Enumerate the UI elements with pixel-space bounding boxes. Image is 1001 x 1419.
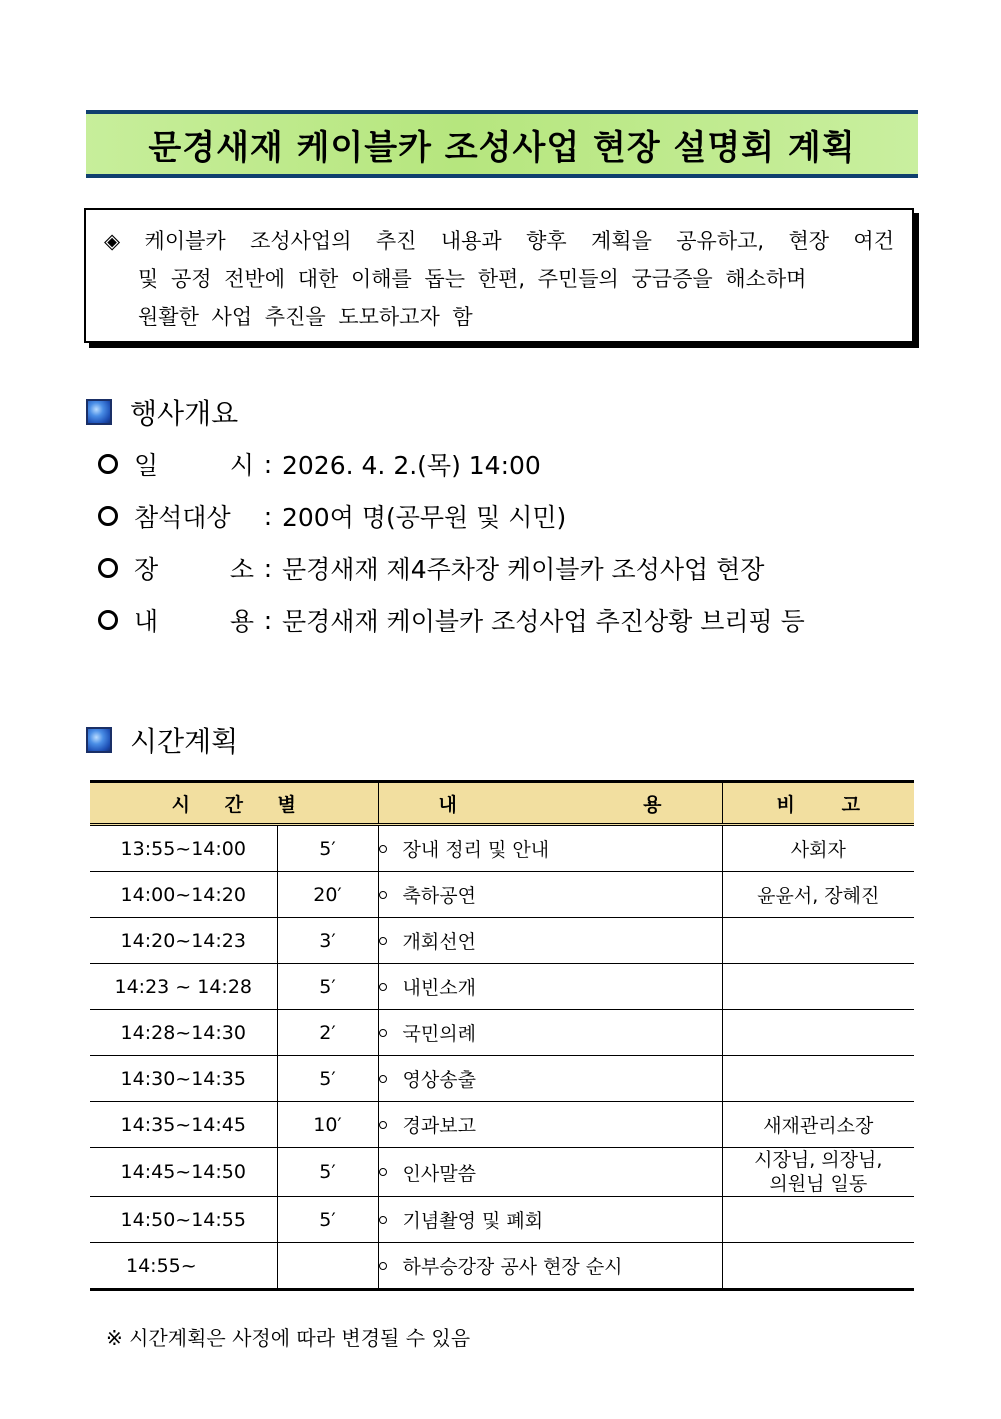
overview-item-date	[98, 446, 541, 482]
row-note	[722, 918, 914, 964]
row-time: 14:28~14:30	[90, 1010, 277, 1056]
row-note-line: 의원님 일동	[769, 1173, 868, 1195]
table-row	[90, 1102, 914, 1148]
row-content-text: 기념촬영 및 폐회	[402, 1210, 544, 1232]
overview-colon: :	[263, 553, 273, 583]
summary-word: 향후	[526, 229, 567, 253]
row-content-text: 영상송출	[402, 1069, 476, 1091]
table-row	[90, 964, 914, 1010]
diamond-bullet-icon: ◈	[104, 229, 121, 253]
table-row	[90, 1010, 914, 1056]
summary-word: 추진	[375, 229, 417, 253]
table-row	[90, 1243, 914, 1290]
small-circle-icon	[379, 1029, 387, 1037]
row-duration	[277, 1243, 378, 1290]
overview-colon: :	[263, 501, 273, 531]
overview-label-char: 장	[134, 555, 159, 584]
row-content-text: 개회선언	[402, 931, 476, 953]
row-time: 14:35~14:45	[90, 1102, 277, 1148]
summary-line-1	[104, 222, 894, 260]
schedule-section-header	[86, 720, 238, 760]
overview-value: 문경새재 케이블카 조성사업 추진상황 브리핑 등	[282, 607, 805, 636]
summary-word: 계획을	[591, 229, 652, 253]
overview-value: 200여 명(공무원 및 시민)	[282, 503, 567, 532]
summary-word: 여건	[853, 229, 894, 253]
table-row	[90, 1148, 914, 1197]
circle-bullet-icon	[98, 454, 118, 474]
row-note: 사회자	[722, 825, 914, 872]
table-row	[90, 1197, 914, 1243]
small-circle-icon	[379, 1216, 387, 1224]
row-duration: 10′	[277, 1102, 378, 1148]
overview-label-char: 소	[229, 555, 254, 584]
row-time: 14:45~14:50	[90, 1148, 277, 1197]
overview-label-char: 일	[134, 451, 159, 480]
overview-item-attendees	[98, 498, 566, 534]
overview-label	[134, 602, 254, 638]
row-content	[378, 1243, 722, 1290]
summary-word: 공유하고,	[676, 229, 765, 253]
summary-word: 내용과	[440, 229, 502, 253]
row-content	[378, 825, 722, 872]
document-title-banner	[86, 110, 918, 178]
small-circle-icon	[379, 1168, 387, 1176]
small-circle-icon	[379, 1262, 387, 1270]
overview-label-char: 참석대상	[134, 503, 231, 532]
row-content-text: 하부승강장 공사 현장 순시	[402, 1256, 623, 1278]
overview-label	[134, 550, 254, 586]
row-note	[722, 1148, 914, 1197]
table-row	[90, 918, 914, 964]
row-content-text: 경과보고	[402, 1115, 476, 1137]
row-content-text: 국민의례	[402, 1023, 476, 1045]
row-time: 14:55~	[90, 1243, 277, 1290]
table-row	[90, 872, 914, 918]
row-time: 14:50~14:55	[90, 1197, 277, 1243]
small-circle-icon	[379, 937, 387, 945]
row-note	[722, 1197, 914, 1243]
header-content	[378, 782, 722, 825]
document-title: 문경새재 케이블카 조성사업 현장 설명회 계획	[148, 127, 856, 168]
summary-line-3: 원활한 사업 추진을 도모하고자 함	[138, 305, 473, 329]
circle-bullet-icon	[98, 558, 118, 578]
schedule-heading: 시간계획	[130, 725, 239, 758]
row-time: 14:30~14:35	[90, 1056, 277, 1102]
overview-item-content	[98, 602, 805, 638]
row-content	[378, 1056, 722, 1102]
overview-heading: 행사개요	[130, 397, 239, 430]
overview-label-char: 시	[229, 451, 254, 480]
header-time	[90, 782, 378, 825]
summary-word: 조성사업의	[250, 229, 352, 253]
summary-line-2: 및 공정 전반에 대한 이해를 돕는 한편, 주민들의 궁금증을 해소하며	[138, 267, 807, 291]
header-note	[722, 782, 914, 825]
row-duration: 5′	[277, 825, 378, 872]
row-time: 13:55~14:00	[90, 825, 277, 872]
small-circle-icon	[379, 1075, 387, 1083]
row-duration: 5′	[277, 1148, 378, 1197]
blue-square-icon	[86, 399, 112, 425]
row-time: 14:20~14:23	[90, 918, 277, 964]
row-duration: 5′	[277, 1197, 378, 1243]
table-row	[90, 825, 914, 872]
overview-label	[134, 498, 254, 534]
header-content-char: 용	[643, 793, 662, 816]
row-duration: 5′	[277, 964, 378, 1010]
row-note	[722, 1243, 914, 1290]
overview-label	[134, 446, 254, 482]
row-content	[378, 1102, 722, 1148]
row-note-line: 시장님, 의장님,	[754, 1149, 883, 1171]
small-circle-icon	[379, 845, 387, 853]
header-note-char: 비	[776, 793, 795, 816]
circle-bullet-icon	[98, 610, 118, 630]
row-duration: 2′	[277, 1010, 378, 1056]
overview-label-char: 내	[134, 607, 159, 636]
schedule-table	[90, 780, 914, 1291]
overview-section-header	[86, 392, 238, 432]
row-content-text: 인사말씀	[402, 1162, 476, 1185]
row-note	[722, 1056, 914, 1102]
blue-square-icon	[86, 727, 112, 753]
summary-word: 현장	[788, 229, 830, 253]
row-content	[378, 872, 722, 918]
table-header-row	[90, 782, 914, 825]
header-time-label: 시 간 별	[171, 793, 310, 816]
row-content	[378, 1197, 722, 1243]
summary-box	[84, 208, 914, 343]
overview-value: 문경새재 제4주차장 케이블카 조성사업 현장	[282, 555, 765, 584]
row-content-text: 내빈소개	[402, 977, 476, 999]
overview-label-char: 용	[229, 607, 254, 636]
overview-item-place	[98, 550, 764, 586]
overview-colon: :	[263, 605, 273, 635]
summary-word: 케이블카	[144, 229, 226, 253]
small-circle-icon	[379, 891, 387, 899]
row-content	[378, 1148, 722, 1197]
small-circle-icon	[379, 1121, 387, 1129]
row-duration: 5′	[277, 1056, 378, 1102]
small-circle-icon	[379, 983, 387, 991]
header-content-char: 내	[438, 793, 457, 816]
row-note	[722, 1010, 914, 1056]
table-row	[90, 1056, 914, 1102]
row-time: 14:23 ~ 14:28	[90, 964, 277, 1010]
row-content	[378, 1010, 722, 1056]
row-time: 14:00~14:20	[90, 872, 277, 918]
row-duration: 3′	[277, 918, 378, 964]
row-duration: 20′	[277, 872, 378, 918]
header-note-char: 고	[841, 793, 861, 816]
footnote: ※ 시간계획은 사정에 따라 변경될 수 있음	[106, 1326, 471, 1350]
row-note: 새재관리소장	[722, 1102, 914, 1148]
row-note: 윤윤서, 장혜진	[722, 872, 914, 918]
row-content	[378, 964, 722, 1010]
circle-bullet-icon	[98, 506, 118, 526]
overview-value: 2026. 4. 2.(목) 14:00	[282, 451, 541, 480]
row-content-text: 장내 정리 및 안내	[402, 839, 550, 861]
overview-colon: :	[263, 449, 273, 479]
row-note	[722, 964, 914, 1010]
row-content-text: 축하공연	[402, 885, 476, 907]
row-content	[378, 918, 722, 964]
